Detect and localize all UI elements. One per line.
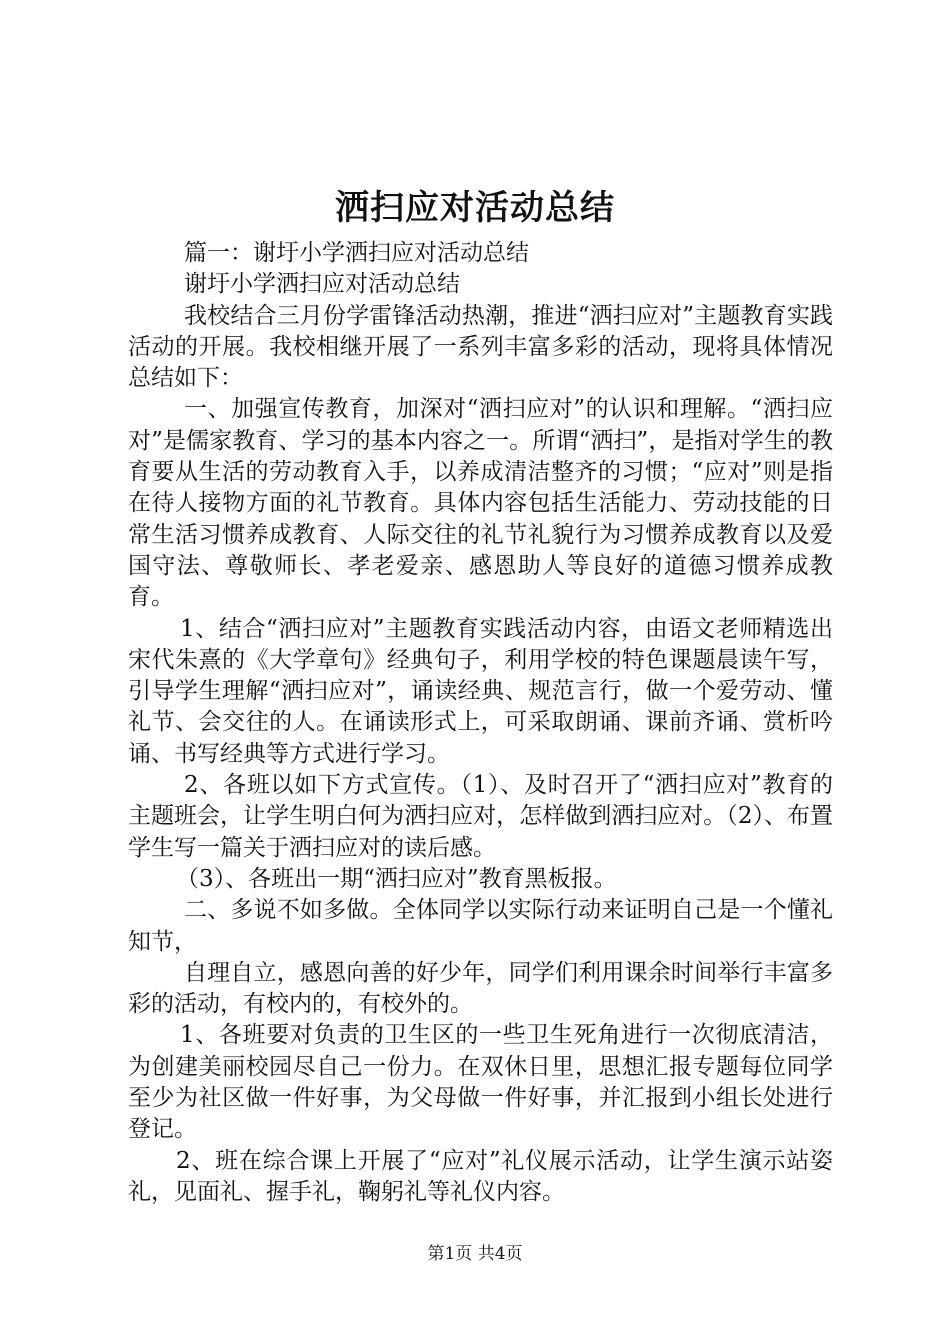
document-title: 洒扫应对活动总结 [335, 188, 615, 228]
paragraph: 2、各班以如下方式宣传。（1）、及时召开了“洒扫应对”教育的主题班会，让学生明白何为洒扫应对，怎样做到洒扫应对。（2）、布置学生写一篇关于洒扫应对的读后感。 [128, 772, 833, 861]
paragraph: 自理自立，感恩向善的好少年，同学们利用课余时间举行丰富多彩的活动，有校内的，有校外的。 [128, 959, 833, 1018]
paragraph: （3）、各班出一期“洒扫应对”教育黑板报。 [176, 865, 617, 892]
page-number: 第1页 共4页 [427, 1244, 523, 1264]
paragraph: 1、结合“洒扫应对”主题教育实践活动内容，由语文老师精选出宋代朱熹的《大学章句》经典句子，利用学校的特色课题晨读午写，引导学生理解“洒扫应对”，诵读经典、规范言行，做一个爱劳动、懂礼节、会交往的人。在诵读形式上，可采取朗诵、课前齐诵、赏析吟诵、书写经典等方式进行学习。 [128, 615, 833, 767]
paragraph: 二、多说不如多做。全体同学以实际行动来证明自己是一个懂礼知节， [128, 897, 833, 955]
subtitle: 谢圩小学洒扫应对活动总结 [184, 271, 460, 298]
section-heading: 篇一：谢圩小学洒扫应对活动总结 [184, 240, 529, 266]
paragraph: 1、各班要对负责的卫生区的一些卫生死角进行一次彻底清洁，为创建美丽校园尽自己一份力。在双休日里，思想汇报专题每位同学至少为社区做一件好事，为父母做一件好事，并汇报到小组长处进行登记。 [128, 1022, 833, 1143]
paragraph: 一、加强宣传教育，加深对“洒扫应对”的认识和理解。“洒扫应对”是儒家教育、学习的基本内容之一。所谓“洒扫”，是指对学生的教育要从生活的劳动教育入手，以养成清洁整齐的习惯；“应对”则是指在待人接物方面的礼节教育。具体内容包括生活能力、劳动技能的日常生活习惯养成教育、人际交往的礼节礼貌行为习惯养成教育以及爱国守法、尊敬师长、孝老爱亲、感恩助人等良好的道德习惯养成教育。 [128, 396, 833, 611]
document-body [128, 238, 833, 1208]
paragraph: 2、班在综合课上开展了“应对”礼仪展示活动，让学生演示站姿礼，见面礼、握手礼，鞠躬礼等礼仪内容。 [128, 1147, 833, 1205]
paragraph: 我校结合三月份学雷锋活动热潮，推进“洒扫应对”主题教育实践活动的开展。我校相继开展了一系列丰富多彩的活动，现将具体情况总结如下： [128, 302, 833, 392]
